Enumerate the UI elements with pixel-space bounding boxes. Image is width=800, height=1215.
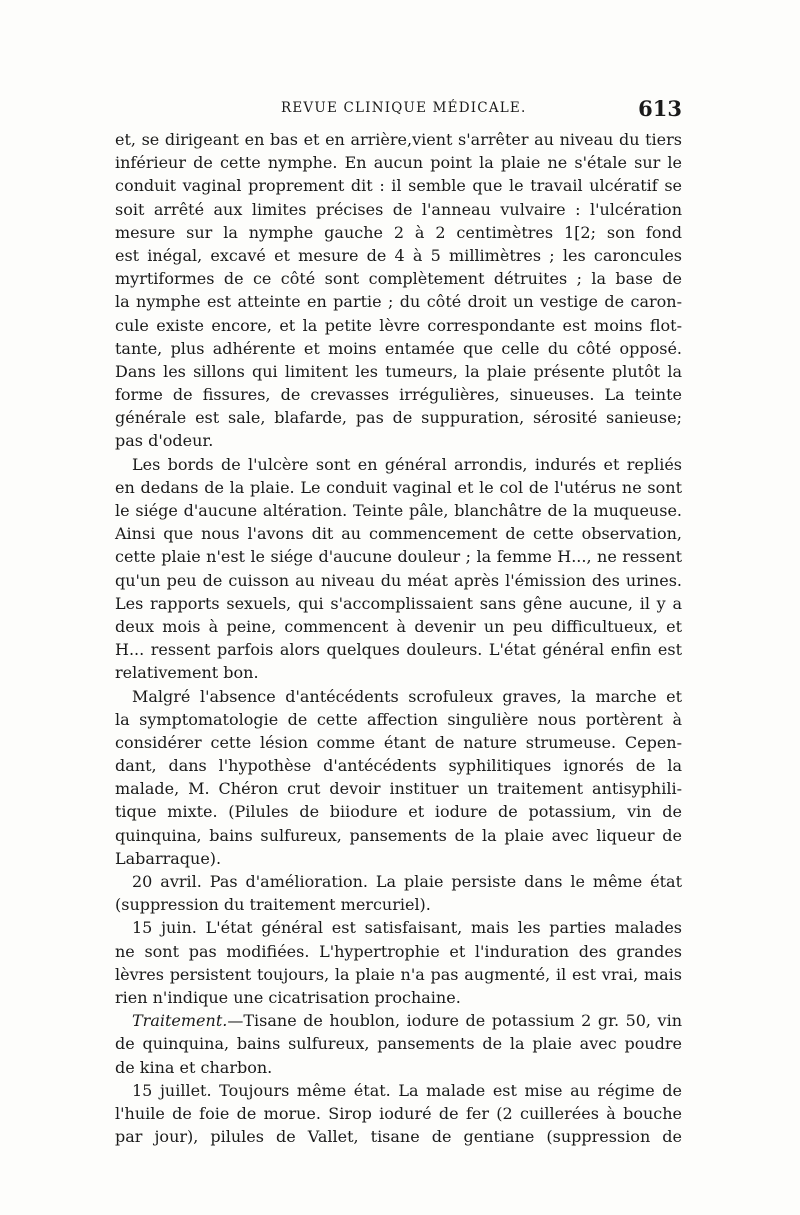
line-text: est inégal, excavé et mesure de 4 à 5 millimètres ; les caroncules	[115, 245, 682, 265]
line-text: de kina et charbon.	[115, 1057, 273, 1077]
line-text: considérer cette lésion comme étant de nature strumeuse. Cepen-	[115, 732, 682, 752]
line-text: Dans les sillons qui limitent les tumeurs, la plaie présente plutôt la	[115, 361, 682, 381]
line-text: conduit vaginal proprement dit : il semble que le travail ulcératif se	[115, 176, 682, 196]
line-text: ne sont pas modifiées. L'hypertrophie et l'induration des grandes	[115, 941, 682, 961]
running-head	[115, 96, 682, 122]
line-text: 15 juillet. Toujours même état. La malade est mise au régime de	[132, 1080, 682, 1100]
text-line	[115, 731, 682, 754]
text-line	[115, 1032, 682, 1055]
page-number: 613	[638, 96, 682, 121]
line-text: par jour), pilules de Vallet, tisane de gentiane (suppression de	[115, 1127, 682, 1147]
text-line	[115, 174, 682, 197]
text-line	[115, 777, 682, 800]
text-line	[115, 685, 682, 708]
text-line	[115, 198, 682, 221]
line-text: Les bords de l'ulcère sont en général arrondis, indurés et repliés	[132, 454, 682, 474]
line-text: rien n'indique une cicatrisation prochaine.	[115, 987, 461, 1007]
line-text: cette plaie n'est le siége d'aucune douleur ; la femme H..., ne ressent	[115, 547, 682, 567]
text-line	[115, 221, 682, 244]
text-line	[115, 476, 682, 499]
line-text: quinquina, bains sulfureux, pansements de la plaie avec liqueur de	[115, 825, 682, 845]
text-line	[115, 1056, 682, 1079]
text-line	[115, 1079, 682, 1102]
body-text	[115, 128, 682, 1148]
line-text: Les rapports sexuels, qui s'accomplissaient sans gêne aucune, il y a	[115, 593, 682, 613]
text-line	[115, 290, 682, 313]
line-text: l'huile de foie de morue. Sirop ioduré de fer (2 cuillerées à bouche	[115, 1103, 682, 1123]
line-text: qu'un peu de cuisson au niveau du méat après l'émission des urines.	[115, 570, 682, 590]
text-line	[115, 824, 682, 847]
text-line	[115, 337, 682, 360]
text-line	[115, 453, 682, 476]
text-line	[115, 800, 682, 823]
line-text: 20 avril. Pas d'amélioration. La plaie persiste dans le même état	[132, 872, 682, 891]
line-text: deux mois à peine, commencent à devenir un peu difficultueux, et	[115, 616, 682, 636]
text-line	[115, 986, 682, 1009]
line-text: pas d'odeur.	[115, 431, 214, 451]
text-line	[115, 870, 682, 893]
text-line	[115, 963, 682, 986]
line-text: soit arrêté aux limites précises de l'anneau vulvaire : l'ulcération	[115, 199, 682, 219]
text-line	[115, 151, 682, 174]
line-text: (suppression du traitement mercuriel).	[115, 895, 431, 915]
line-text: inférieur de cette nymphe. En aucun point la plaie ne s'étale sur le	[115, 153, 682, 173]
line-text: tante, plus adhérente et moins entamée que celle du côté opposé.	[115, 338, 682, 358]
line-text: 15 juin. L'état général est satisfaisant, mais les parties malades	[132, 918, 682, 938]
text-line	[115, 847, 682, 870]
line-text: tique mixte. (Pilules de biiodure et iodure de potassium, vin de	[115, 802, 682, 822]
line-text: la symptomatologie de cette affection singulière nous portèrent à	[115, 709, 682, 729]
line-text: forme de fissures, de crevasses irrégulières, sinueuses. La teinte	[115, 385, 682, 405]
text-line	[115, 128, 682, 151]
text-line	[115, 429, 682, 452]
text-line	[115, 916, 682, 939]
text-line	[115, 383, 682, 406]
line-text: Malgré l'absence d'antécédents scrofuleux graves, la marche et	[132, 686, 682, 706]
text-line	[115, 940, 682, 963]
line-text: H... ressent parfois alors quelques douleurs. L'état général enfin est	[115, 640, 682, 660]
line-text: cule existe encore, et la petite lèvre correspondante est moins flot-	[115, 315, 682, 335]
text-line	[115, 244, 682, 267]
line-text: générale est sale, blafarde, pas de suppuration, sérosité sanieuse;	[115, 408, 682, 428]
text-line	[115, 314, 682, 337]
line-text: de quinquina, bains sulfureux, pansements de la plaie avec poudre	[115, 1034, 682, 1054]
line-text: et, se dirigeant en bas et en arrière,vient s'arrêter au niveau du tiers	[115, 130, 682, 149]
text-line	[115, 360, 682, 383]
text-line	[115, 522, 682, 545]
line-text: relativement bon.	[115, 663, 259, 683]
text-line	[115, 545, 682, 568]
line-text: Ainsi que nous l'avons dit au commencement de cette observation,	[115, 524, 682, 544]
text-line	[115, 893, 682, 916]
text-line	[115, 1125, 682, 1148]
line-text: mesure sur la nymphe gauche 2 à 2 centimètres 1[2; son fond	[115, 222, 682, 242]
line-text: la nymphe est atteinte en partie ; du côté droit un vestige de caron-	[115, 292, 682, 312]
text-line	[115, 1009, 682, 1032]
text-line	[115, 708, 682, 731]
running-title: REVUE CLINIQUE MÉDICALE.	[281, 100, 527, 116]
italic-lead: Traitement.	[132, 1011, 228, 1031]
line-text: le siége d'aucune altération. Teinte pâle, blanchâtre de la muqueuse.	[115, 501, 682, 520]
line-text: —Tisane de houblon, iodure de potassium 2 gr. 50, vin	[227, 1011, 682, 1031]
line-text: malade, M. Chéron crut devoir instituer un traitement antisyphili-	[115, 779, 682, 799]
text-line	[115, 615, 682, 638]
line-text: en dedans de la plaie. Le conduit vaginal et le col de l'utérus ne sont	[115, 477, 682, 497]
text-line	[115, 638, 682, 661]
text-line	[115, 499, 682, 522]
text-line	[115, 406, 682, 429]
text-line	[115, 592, 682, 615]
line-text: dant, dans l'hypothèse d'antécédents syphilitiques ignorés de la	[115, 756, 682, 776]
line-text: Labarraque).	[115, 848, 222, 868]
line-text: myrtiformes de ce côté sont complètement détruites ; la base de	[115, 269, 682, 289]
text-line	[115, 267, 682, 290]
text-line	[115, 1102, 682, 1125]
line-text: lèvres persistent toujours, la plaie n'a pas augmenté, il est vrai, mais	[115, 964, 682, 984]
text-line	[115, 754, 682, 777]
text-line	[115, 569, 682, 592]
text-line	[115, 661, 682, 684]
